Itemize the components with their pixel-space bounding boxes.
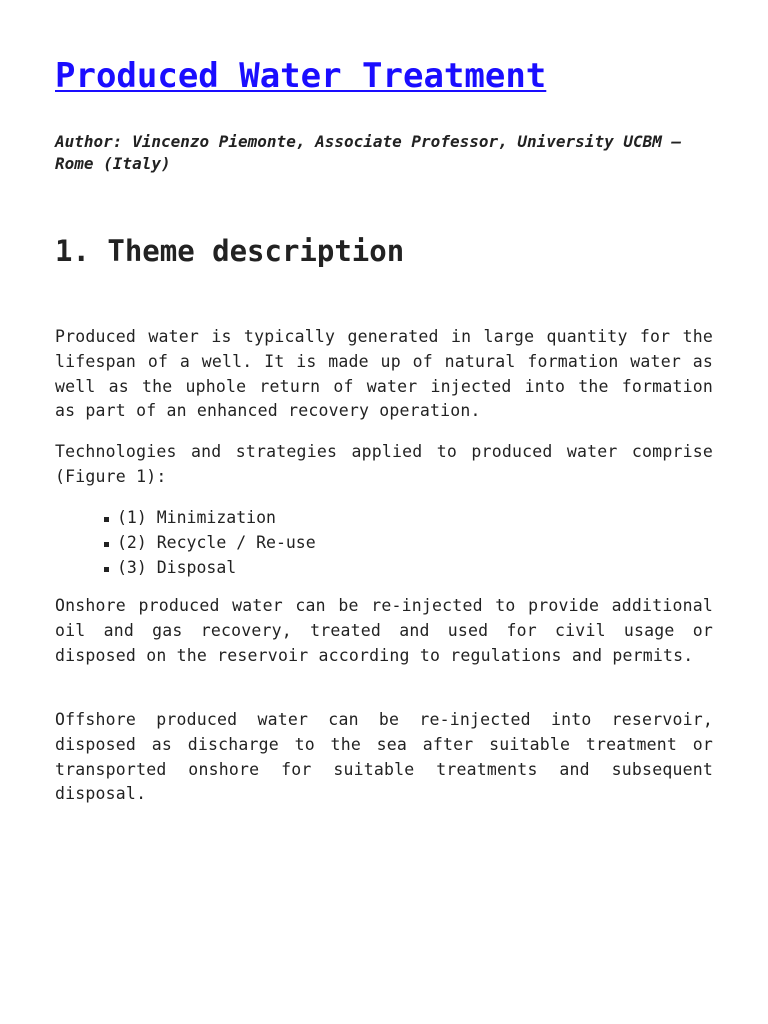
- paragraph-intro: Produced water is typically generated in large quantity for the lifespan of a well. It is made up of natural formation water as well as the uphole return of water injected into the formation as part of an enhanced recovery operation.: [55, 327, 713, 421]
- list-item-text: (3) Disposal: [117, 557, 237, 577]
- list-item-text: (2) Recycle / Re-use: [117, 532, 316, 552]
- list-item: [103, 531, 316, 556]
- list-item: [103, 556, 316, 581]
- list-item-text: (1) Minimization: [117, 508, 276, 527]
- list-item: [103, 506, 316, 531]
- paragraph-offshore: Offshore produced water can be re-injected into reservoir, disposed as discharge to the sea after suitable treatment or transported onshore for suitable treatments and subsequent disposal.: [55, 710, 713, 804]
- strategy-list: [103, 506, 316, 580]
- paragraph-onshore: Onshore produced water can be re-injected to provide additional oil and gas recovery, treated and used for civil usage or disposed on the reservoir according to regulations and permits.: [55, 596, 713, 665]
- bullet-square-icon: [104, 517, 109, 522]
- paragraph-technologies: Technologies and strategies applied to produced water comprise (Figure 1):: [55, 442, 713, 486]
- section-heading: 1. Theme description: [55, 234, 405, 268]
- bullet-square-icon: [104, 567, 109, 572]
- title-link[interactable]: Produced Water Treatment: [55, 56, 547, 96]
- author-line: Author: Vincenzo Piemonte, Associate Professor, University UCBM – Rome (Italy): [55, 132, 682, 173]
- page-title: [55, 52, 546, 100]
- bullet-square-icon: [104, 542, 109, 547]
